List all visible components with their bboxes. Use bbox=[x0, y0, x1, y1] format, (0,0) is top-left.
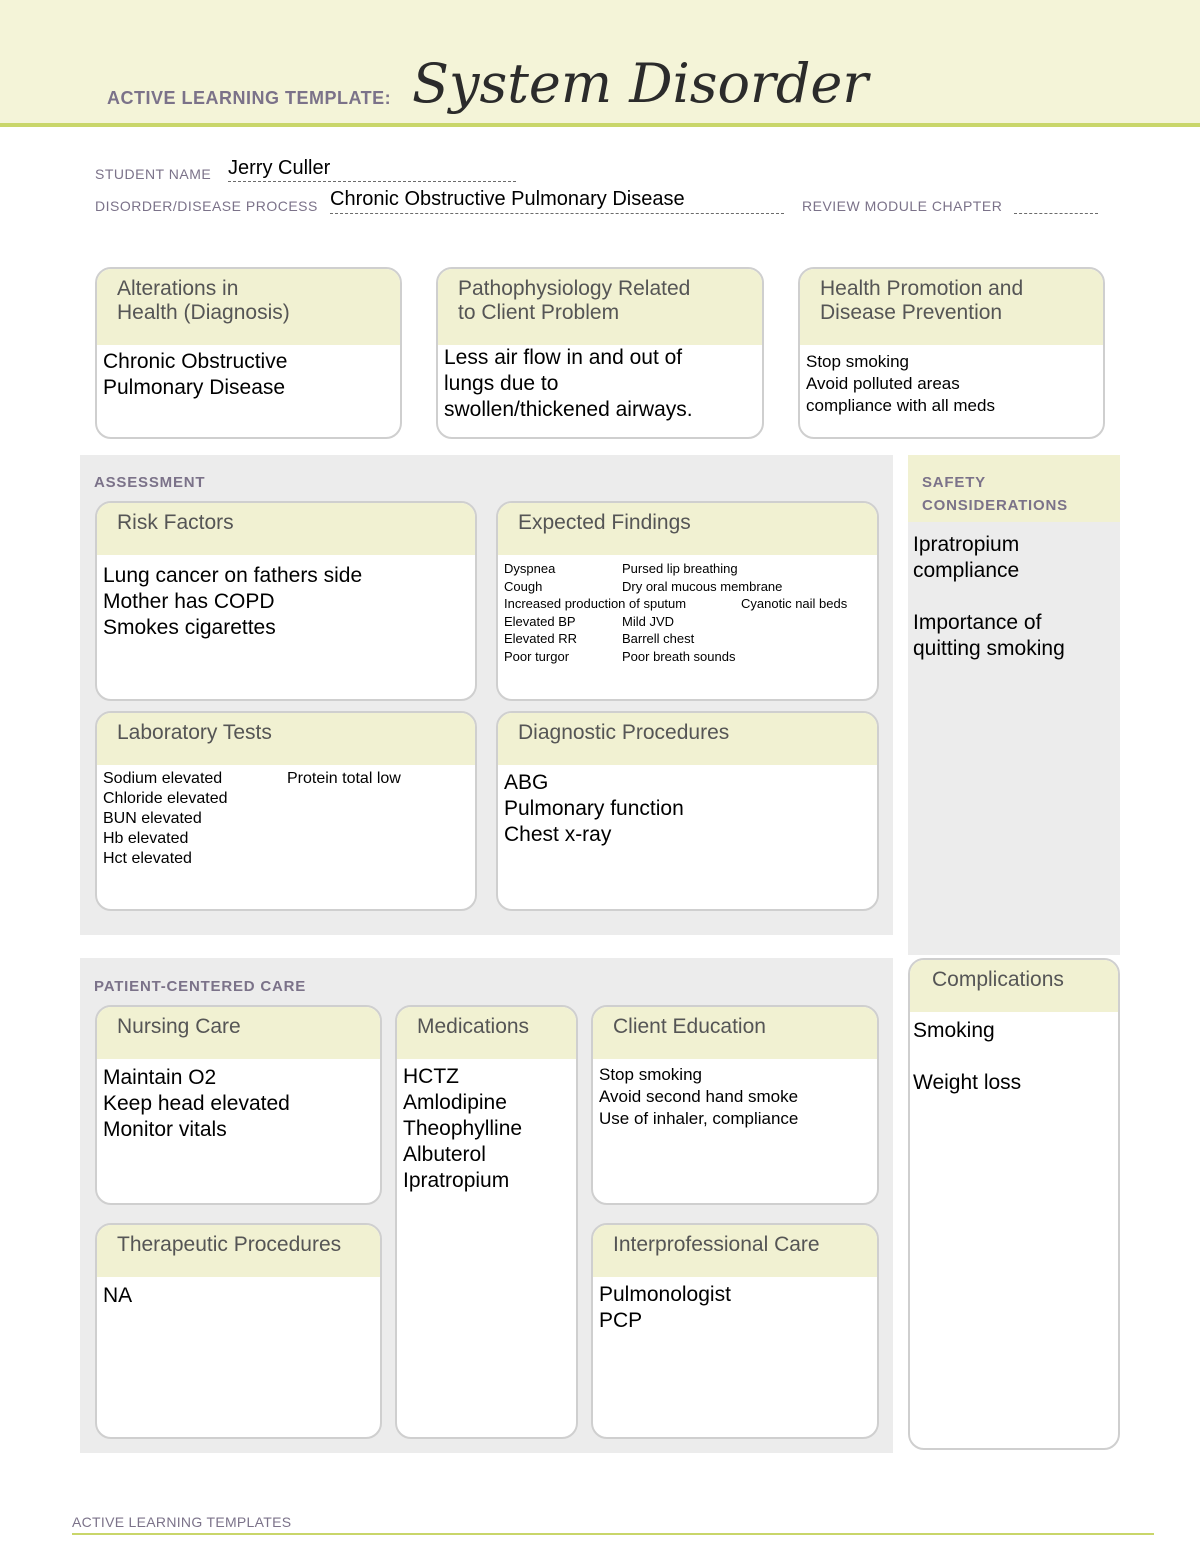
lab-line: Chloride elevated bbox=[103, 790, 228, 807]
safety-panel bbox=[908, 455, 1120, 955]
risk-factors-header: Risk Factors bbox=[97, 503, 475, 555]
lab-tests-box bbox=[95, 711, 477, 911]
finding-row bbox=[504, 648, 871, 666]
lab-tests-header: Laboratory Tests bbox=[97, 713, 475, 765]
medications-box bbox=[395, 1005, 578, 1439]
finding-cell: Poor breath sounds bbox=[622, 648, 736, 664]
header-divider bbox=[0, 123, 1200, 127]
finding-cell: Increased production of sputum bbox=[504, 596, 687, 611]
alterations-header bbox=[97, 269, 400, 345]
pathophysiology-line: Less air flow in and out of bbox=[444, 346, 683, 369]
review-chapter-label: REVIEW MODULE CHAPTER bbox=[802, 198, 1003, 214]
diagnostic-content[interactable] bbox=[498, 765, 877, 852]
finding-cell: Elevated RR bbox=[504, 631, 577, 646]
medication-line: Amlodipine bbox=[403, 1091, 507, 1114]
finding-cell: Barrell chest bbox=[622, 631, 695, 646]
complications-header: Complications bbox=[910, 960, 1118, 1012]
safety-label-line2: CONSIDERATIONS bbox=[922, 497, 1068, 514]
alterations-title-line2: Health (Diagnosis) bbox=[117, 301, 290, 324]
disorder-label: DISORDER/DISEASE PROCESS bbox=[95, 198, 318, 214]
nursing-line: Maintain O2 bbox=[103, 1066, 217, 1089]
interprofessional-header: Interprofessional Care bbox=[593, 1225, 877, 1277]
safety-content[interactable] bbox=[913, 532, 1113, 662]
disorder-field[interactable]: Chronic Obstructive Pulmonary Disease bbox=[330, 188, 784, 214]
health-promotion-line: Avoid polluted areas bbox=[806, 374, 960, 393]
alterations-title-line1: Alterations in bbox=[117, 277, 239, 300]
risk-factor-line: Mother has COPD bbox=[103, 590, 275, 613]
finding-cell: Mild JVD bbox=[622, 613, 675, 629]
safety-label-line1: SAFETY bbox=[922, 474, 986, 491]
pathophysiology-line: lungs due to bbox=[444, 372, 559, 395]
medications-header: Medications bbox=[397, 1007, 576, 1059]
medication-line: HCTZ bbox=[403, 1065, 459, 1088]
risk-factor-line: Smokes cigarettes bbox=[103, 616, 276, 639]
safety-line: compliance bbox=[913, 559, 1020, 582]
interprofessional-box bbox=[591, 1223, 879, 1439]
diagnostic-header: Diagnostic Procedures bbox=[498, 713, 877, 765]
education-line: Avoid second hand smoke bbox=[599, 1087, 799, 1106]
lab-line: Protein total low bbox=[287, 770, 401, 787]
finding-cell: Dry oral mucous membrane bbox=[622, 578, 783, 594]
complication-line bbox=[913, 1044, 1112, 1070]
finding-row bbox=[504, 613, 871, 631]
pathophysiology-header bbox=[438, 269, 762, 345]
finding-row bbox=[504, 630, 871, 648]
lab-line: Hct elevated bbox=[103, 850, 192, 867]
alterations-content[interactable] bbox=[97, 345, 400, 405]
footer-divider bbox=[72, 1533, 1154, 1535]
lab-line: Hb elevated bbox=[103, 830, 189, 847]
diagnostic-line: Chest x-ray bbox=[504, 823, 612, 846]
education-line: Stop smoking bbox=[599, 1065, 702, 1084]
finding-row bbox=[504, 578, 871, 596]
finding-cell: Poor turgor bbox=[504, 648, 570, 664]
lab-line: BUN elevated bbox=[103, 810, 202, 827]
nursing-care-box bbox=[95, 1005, 382, 1205]
finding-row bbox=[504, 595, 871, 613]
pathophysiology-content[interactable] bbox=[438, 341, 762, 427]
nursing-line: Monitor vitals bbox=[103, 1118, 227, 1141]
pathophysiology-line: swollen/thickened airways. bbox=[444, 398, 693, 421]
student-name-label: STUDENT NAME bbox=[95, 166, 212, 182]
finding-row bbox=[504, 560, 871, 578]
therapeutic-header: Therapeutic Procedures bbox=[97, 1225, 380, 1277]
client-education-box bbox=[591, 1005, 879, 1205]
safety-line: quitting smoking bbox=[913, 637, 1065, 660]
nursing-care-content[interactable] bbox=[97, 1059, 380, 1147]
interprofessional-line: PCP bbox=[599, 1309, 643, 1332]
finding-cell: Dyspnea bbox=[504, 561, 556, 576]
lab-col-1 bbox=[103, 769, 287, 869]
complications-box bbox=[908, 958, 1120, 1450]
student-name-field[interactable]: Jerry Culler bbox=[228, 157, 516, 182]
finding-cell: Cyanotic nail beds bbox=[741, 596, 848, 611]
therapeutic-box bbox=[95, 1223, 382, 1439]
alterations-line: Pulmonary Disease bbox=[103, 376, 286, 399]
complications-content[interactable] bbox=[910, 1012, 1118, 1100]
patient-care-label: PATIENT-CENTERED CARE bbox=[94, 978, 307, 995]
alterations-line: Chronic Obstructive bbox=[103, 350, 288, 373]
health-promotion-line: Stop smoking bbox=[806, 352, 909, 371]
client-education-header: Client Education bbox=[593, 1007, 877, 1059]
medications-content[interactable] bbox=[397, 1059, 576, 1198]
risk-factors-content[interactable] bbox=[97, 555, 475, 645]
risk-factor-line: Lung cancer on fathers side bbox=[103, 564, 363, 587]
risk-factors-box bbox=[95, 501, 477, 701]
health-promotion-line: compliance with all meds bbox=[806, 396, 995, 415]
interprofessional-content[interactable] bbox=[593, 1277, 877, 1338]
review-chapter-field[interactable] bbox=[1014, 196, 1098, 214]
template-title: System Disorder bbox=[412, 52, 869, 115]
expected-findings-content[interactable] bbox=[498, 555, 877, 669]
health-promotion-box bbox=[798, 267, 1105, 439]
alterations-box bbox=[95, 267, 402, 439]
diagnostic-line: Pulmonary function bbox=[504, 797, 684, 820]
safety-label bbox=[922, 471, 1068, 517]
therapeutic-line: NA bbox=[103, 1284, 133, 1307]
health-promotion-title-line1: Health Promotion and bbox=[820, 277, 1024, 300]
safety-line: Importance of bbox=[913, 611, 1042, 634]
pathophysiology-title-line1: Pathophysiology Related bbox=[458, 277, 691, 300]
diagnostic-box bbox=[496, 711, 879, 911]
lab-tests-content[interactable] bbox=[97, 765, 475, 873]
assessment-label: ASSESSMENT bbox=[94, 474, 206, 491]
pathophysiology-box bbox=[436, 267, 764, 439]
health-promotion-content[interactable] bbox=[800, 345, 1103, 421]
template-label: ACTIVE LEARNING TEMPLATE: bbox=[107, 88, 392, 108]
lab-row bbox=[103, 769, 469, 869]
client-education-content[interactable] bbox=[593, 1059, 877, 1134]
safety-line: Ipratropium bbox=[913, 533, 1020, 556]
education-line: Use of inhaler, compliance bbox=[599, 1109, 799, 1128]
nursing-line: Keep head elevated bbox=[103, 1092, 290, 1115]
lab-col-2 bbox=[287, 769, 401, 869]
finding-cell: Pursed lip breathing bbox=[622, 561, 738, 576]
health-promotion-header bbox=[800, 269, 1103, 345]
medication-line: Theophylline bbox=[403, 1117, 523, 1140]
medication-line: Ipratropium bbox=[403, 1169, 510, 1192]
medication-line: Albuterol bbox=[403, 1143, 486, 1166]
therapeutic-content[interactable] bbox=[97, 1277, 380, 1313]
expected-findings-box bbox=[496, 501, 879, 701]
lab-line: Sodium elevated bbox=[103, 770, 223, 787]
diagnostic-line: ABG bbox=[504, 771, 549, 794]
complication-line: Weight loss bbox=[913, 1071, 1022, 1094]
nursing-care-header: Nursing Care bbox=[97, 1007, 380, 1059]
footer-label: ACTIVE LEARNING TEMPLATES bbox=[72, 1514, 292, 1530]
expected-findings-header: Expected Findings bbox=[498, 503, 877, 555]
complication-line: Smoking bbox=[913, 1019, 995, 1042]
finding-cell: Cough bbox=[504, 578, 543, 594]
finding-cell: Elevated BP bbox=[504, 613, 576, 629]
safety-line bbox=[913, 584, 1113, 610]
interprofessional-line: Pulmonologist bbox=[599, 1283, 731, 1306]
pathophysiology-title-line2: to Client Problem bbox=[458, 301, 620, 324]
health-promotion-title-line2: Disease Prevention bbox=[820, 301, 1003, 324]
